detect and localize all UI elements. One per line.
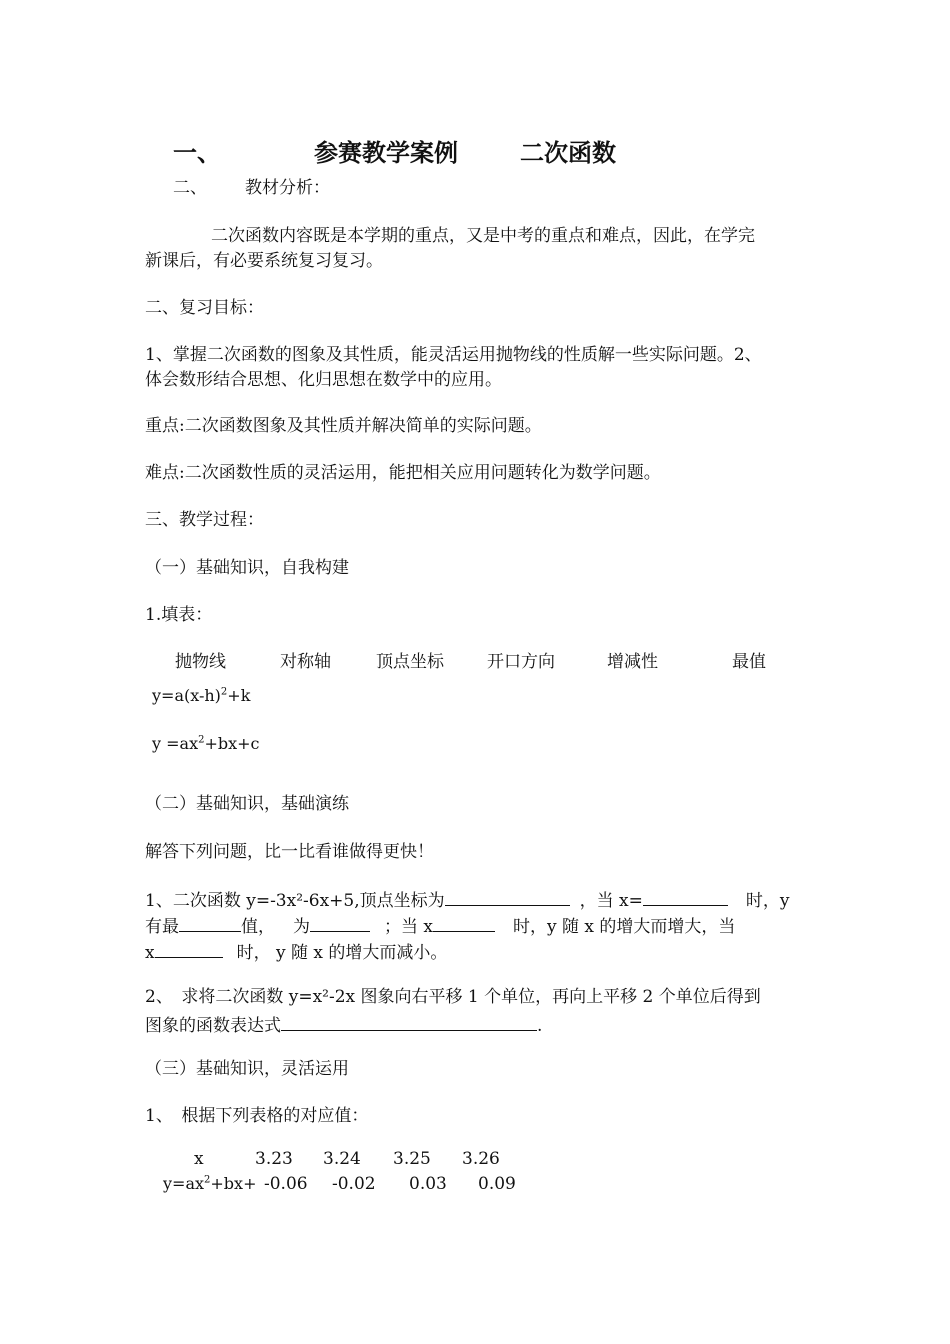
value-table-x-cell: 3.24 [323,1149,361,1169]
table-header: 顶点坐标 [376,652,444,672]
goals-line2: 体会数形结合思想、化归思想在数学中的应用。 [145,370,502,390]
q2-line2: 图象的函数表达式 . [145,1012,542,1037]
part3-heading: （三）基础知识，灵活运用 [145,1059,349,1079]
goals-heading: 二、复习目标： [145,298,264,318]
document-title [0,133,950,165]
table-row-formula-vertex: $y=a(x-h)^2+k$ [152,686,251,705]
analysis-heading-number: 二、 [173,178,207,198]
key-point: 重点:二次函数图象及其性质并解决简单的实际问题。 [145,416,542,436]
analysis-para-line2: 新课后，有必要系统复习复习。 [145,251,383,271]
part1-heading: （一）基础知识，自我构建 [145,558,349,578]
part3-q1: 1、 根据下列表格的对应值： [145,1106,369,1126]
value-table-x-label: x [194,1149,204,1169]
value-table-y-cell: -0.06 [264,1174,308,1194]
value-table-y-cell: 0.09 [478,1174,516,1194]
title-sub: 二次函数 [520,138,616,167]
analysis-heading-text: 教材分析： [245,178,330,198]
answer-blank[interactable] [445,887,570,906]
answer-blank[interactable] [310,913,370,932]
answer-blank[interactable] [643,887,728,906]
table-header: 开口方向 [487,652,555,672]
q1-line1: 1、二次函数 y=-3x²-6x+5,顶点坐标为 ，当 x= 时，y [145,887,790,912]
analysis-para-line1: 二次函数内容既是本学期的重点，又是中考的重点和难点，因此，在学完 [211,226,755,246]
q1-line3: x 时， y 随 x 的增大而减小。 [145,939,447,964]
answer-blank[interactable] [433,913,495,932]
table-header: 最值 [732,652,766,672]
process-heading: 三、教学过程： [145,510,264,530]
table-header: 抛物线 [175,652,226,672]
title-main: 参赛教学案例 [314,138,458,167]
value-table-x-cell: 3.26 [462,1149,500,1169]
answer-blank[interactable] [155,939,223,958]
part2-intro: 解答下列问题，比一比看谁做得更快！ [145,842,434,862]
value-table-x-cell: 3.23 [255,1149,293,1169]
q1-line2: 有最 值， 为 ；当 x 时，y 随 x 的增大而增大，当 [145,913,735,938]
answer-blank[interactable] [281,1012,537,1031]
difficult-point: 难点:二次函数性质的灵活运用，能把相关应用问题转化为数学问题。 [145,463,661,483]
fill-table-label: 1.填表： [145,605,213,625]
value-table-x-cell: 3.25 [393,1149,431,1169]
answer-blank[interactable] [179,913,241,932]
value-table-y-label: $y=ax^2+bx+$ [163,1174,257,1193]
value-table-y-cell: 0.03 [409,1174,447,1194]
title-number: 一、 [173,138,221,167]
q2-line1: 2、 求将二次函数 y=x²-2x 图象向右平移 1 个单位，再向上平移 2 个单位后得到 [145,987,761,1007]
value-table-y-cell: -0.02 [332,1174,376,1194]
table-row-formula-general: $y =ax^2+bx+c$ [152,734,260,753]
goals-line1: 1、掌握二次函数的图象及其性质，能灵活运用抛物线的性质解一些实际问题。2、 [145,345,762,365]
part2-heading: （二）基础知识，基础演练 [145,794,349,814]
table-header: 增减性 [607,652,658,672]
table-header: 对称轴 [280,652,331,672]
